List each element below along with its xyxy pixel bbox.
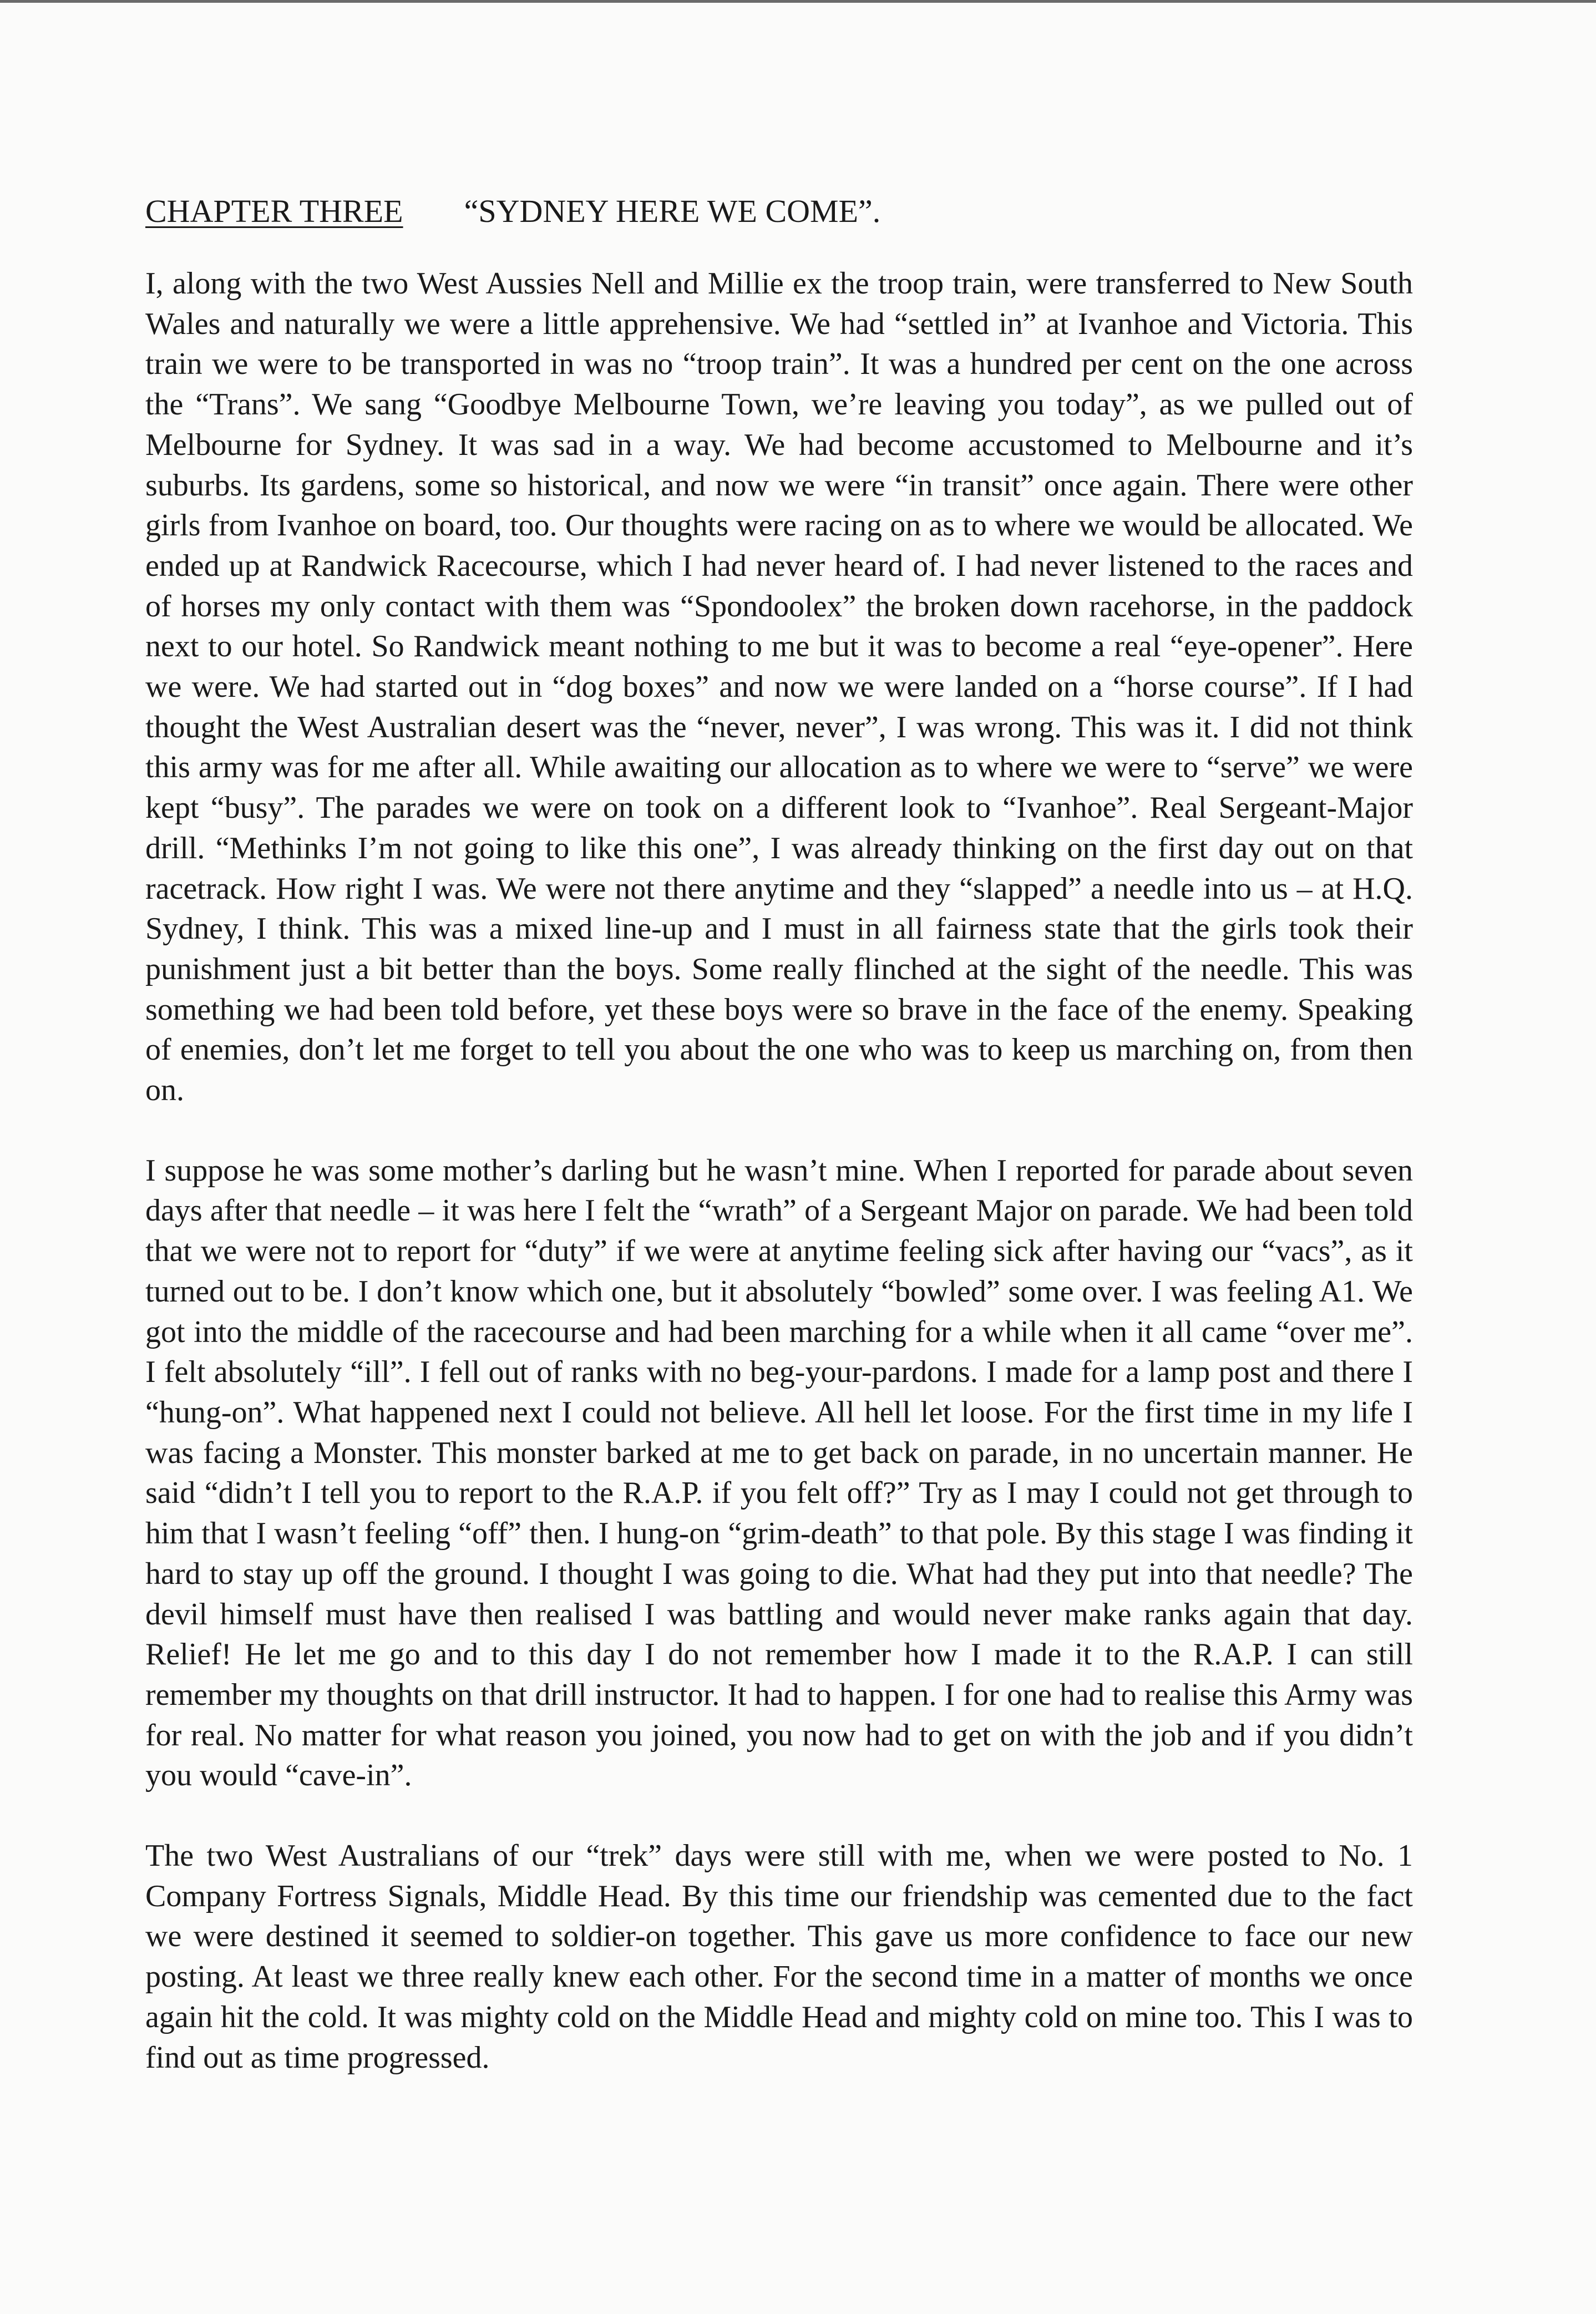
paragraph-3: The two West Australians of our “trek” days were still with me, when we were posted to No. 1 Company Fortress Signals, Middle Head. By this time our friendship was cemented due to the fact we were destined it seemed to soldier-on together. This gave us more confidence to face our new posting. At least we three really knew each other. For the second time in a matter of months we once again hit the cold. It was mighty cold on the Middle Head and mighty cold on mine too. This I was to find out as time progressed.: [145, 1839, 1413, 2075]
paragraph-2: I suppose he was some mother’s darling but he wasn’t mine. When I reported for parade about seven days after that needle – it was here I felt the “wrath” of a Sergeant Major on parade. We had been told that we were not to report for “duty” if we were at anytime feeling sick after having our “vacs”, as it turned out to be. I don’t know which one, but it absolutely “bowled” some over. I was feeling A1. We got into the middle of the racecourse and had been marching for a while when it all came “over me”. I felt absolutely “ill”. I fell out of ranks with no beg-your-pardons. I made for a lamp post and there I “hung-on”. What happened next I could not believe. All hell let loose. For the first time in my life I was facing a Monster. This monster barked at me to get back on parade, in no uncertain manner. He said “didn’t I tell you to report to the R.A.P. if you felt off?” Try as I may I could not get through to him that I wasn’t feeling “off” then. I hung-on “grim-death” to that pole. By this stage I was finding it hard to stay up off the ground. I thought I was going to die. What had they put into that needle? The devil himself must have then realised I was battling and would never make ranks again that day. Relief! He let me go and to this day I do not remember how I made it to the R.A.P. I can still remember my thoughts on that drill instructor. It had to happen. I for one had to realise this Army was for real. No matter for what reason you joined, you now had to get on with the job and if you didn’t you would “cave-in”.: [145, 1153, 1413, 1793]
scan-top-edge: [0, 0, 1596, 3]
chapter-title: “SYDNEY HERE WE COME”.: [464, 193, 881, 229]
chapter-label: CHAPTER THREE: [145, 193, 403, 229]
paragraph-1: I, along with the two West Aussies Nell and Millie ex the troop train, were transferred to New South Wales and naturally we were a little apprehensive. We had “settled in” at Ivanhoe and Victoria. This train we were to be transported in was no “troop train”. It was a hundred per cent on the one across the “Trans”. We sang “Goodbye Melbourne Town, we’re leaving you today”, as we pulled out of Melbourne for Sydney. It was sad in a way. We had become accustomed to Melbourne and it’s suburbs. Its gardens, some so historical, and now we were “in transit” once again. There were other girls from Ivanhoe on board, too. Our thoughts were racing on as to where we would be allocated. We ended up at Randwick Racecourse, which I had never heard of. I had never listened to the races and of horses my only contact with them was “Spondoolex” the broken down racehorse, in the paddock next to our hotel. So Randwick meant nothing to me but it was to become a real “eye-opener”. Here we were. We had started out in “dog boxes” and now we were landed on a “horse course”. If I had thought the West Australian desert was the “never, never”, I was wrong. This was it. I did not think this army was for me after all. While awaiting our allocation as to where we were to “serve” we were kept “busy”. The parades we were on took on a different look to “Ivanhoe”. Real Sergeant-Major drill. “Methinks I’m not going to like this one”, I was already thinking on the first day out on that racetrack. How right I was. We were not there anytime and they “slapped” a needle into us – at H.Q. Sydney, I think. This was a mixed line-up and I must in all fairness state that the girls took their punishment just a bit better than the boys. Some really flinched at the sight of the needle. This was something we had been told before, yet these boys were so brave in the face of the enemy. Speaking of enemies, don’t let me forget to tell you about the one who was to keep us marching on, from then on.: [145, 266, 1413, 1108]
chapter-heading: [145, 191, 1413, 231]
document-page: [145, 191, 1413, 2118]
